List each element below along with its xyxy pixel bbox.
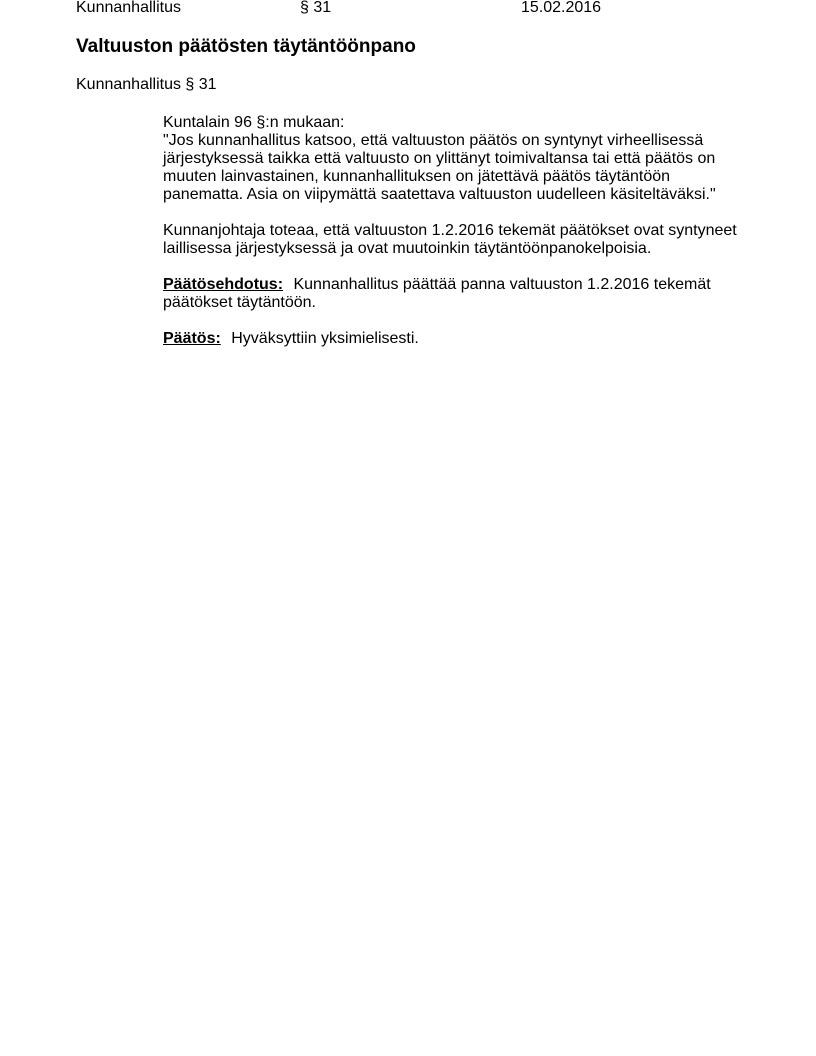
quote-line: panematta. Asia on viipymättä saatettava valtuuston uudelleen käsiteltäväksi." [163, 186, 716, 203]
page-title: Valtuuston päätösten täytäntöönpano [76, 36, 416, 57]
header-section-number: § 31 [300, 0, 332, 16]
proposal-label: Päätösehdotus: [163, 276, 284, 293]
proposal-text: Kunnanhallitus päättää panna valtuuston 1.2.2016 tekemät [293, 276, 711, 293]
proposal-paragraph [163, 276, 753, 312]
statement-paragraph [163, 222, 753, 258]
decision-line [163, 330, 753, 348]
page-header [0, 0, 816, 19]
section-subtitle: Kunnanhallitus § 31 [76, 76, 217, 93]
document-content [163, 114, 753, 348]
header-date: 15.02.2016 [521, 0, 602, 16]
decision-paragraph [163, 330, 753, 348]
law-quote [163, 132, 753, 204]
statement-line: Kunnanjohtaja toteaa, että valtuuston 1.2.2016 tekemät päätökset ovat syntyneet [163, 222, 737, 239]
proposal-text-line: päätökset täytäntöön. [163, 294, 316, 311]
decision-label: Päätös: [163, 330, 221, 347]
proposal-first-line [163, 276, 753, 294]
statement-line: laillisessa järjestyksessä ja ovat muutoinkin täytäntöönpanokelpoisia. [163, 240, 652, 257]
quote-line: "Jos kunnanhallitus katsoo, että valtuuston päätös on syntynyt virheellisessä [163, 132, 704, 149]
quote-line: muuten lainvastainen, kunnanhallituksen on jätettävä päätös täytäntöön [163, 168, 671, 185]
quote-line: järjestyksessä taikka että valtuusto on ylittänyt toimivaltansa tai että päätös on [163, 150, 716, 167]
decision-text: Hyväksyttiin yksimielisesti. [231, 330, 419, 347]
header-body-name: Kunnanhallitus [76, 0, 181, 16]
intro-line: Kuntalain 96 §:n mukaan: [163, 114, 345, 131]
